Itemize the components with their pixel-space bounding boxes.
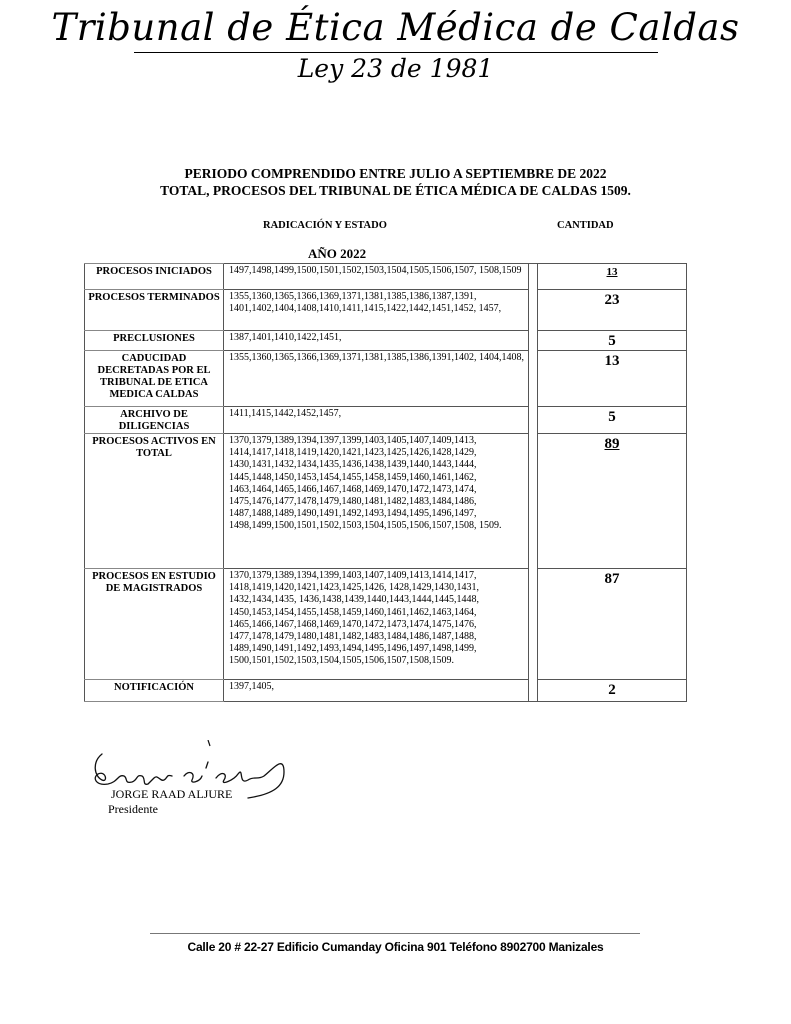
table-row — [85, 569, 687, 680]
row-label: CADUCIDAD DECRETADAS POR EL TRIBUNAL DE ETICA MEDICA CALDAS — [85, 351, 224, 407]
year-label: AÑO 2022 — [308, 246, 367, 261]
signer-name: JORGE RAAD ALJURE — [111, 787, 233, 801]
table-row — [85, 290, 687, 331]
column-header-cantidad: CANTIDAD — [557, 220, 614, 231]
row-label: PROCESOS TERMINADOS — [85, 290, 224, 331]
row-items: 1411,1415,1442,1452,1457, — [224, 407, 529, 434]
table-row — [85, 680, 687, 702]
row-count — [538, 264, 687, 290]
row-label: PRECLUSIONES — [85, 331, 224, 351]
row-label: PROCESOS INICIADOS — [85, 264, 224, 290]
letterhead-law: Ley 23 de 1981 — [297, 54, 494, 83]
table-row — [85, 351, 687, 407]
report-heading — [0, 165, 791, 199]
letterhead-divider — [134, 52, 658, 53]
row-items: 1355,1360,1365,1366,1369,1371,1381,1385,1386,1391,1402, 1404,1408, — [224, 351, 529, 407]
period-line: PERIODO COMPRENDIDO ENTRE JULIO A SEPTIEMBRE DE 2022 — [184, 166, 607, 181]
row-label: PROCESOS EN ESTUDIO DE MAGISTRADOS — [85, 569, 224, 680]
footer-address: Calle 20 # 22-27 Edificio Cumanday Oficina 901 Teléfono 8902700 Manizales — [187, 940, 604, 954]
row-items: 1387,1401,1410,1422,1451, — [224, 331, 529, 351]
row-items: 1397,1405, — [224, 680, 529, 702]
table-row — [85, 264, 687, 290]
row-items: 1497,1498,1499,1500,1501,1502,1503,1504,1505,1506,1507, 1508,1509 — [224, 264, 529, 290]
row-count-value: 89 — [604, 436, 620, 452]
row-count: 23 — [538, 290, 687, 331]
row-count: 87 — [538, 569, 687, 680]
footer-divider — [150, 933, 640, 934]
row-count: 13 — [538, 351, 687, 407]
row-items: 1355,1360,1365,1366,1369,1371,1381,1385,1386,1387,1391, 1401,1402,1404,1408,1410,1411,1415,1422,1442,1451,1452, 1457, — [224, 290, 529, 331]
table-row — [85, 407, 687, 434]
report-table — [84, 263, 687, 702]
row-count-value: 13 — [606, 266, 618, 278]
row-label: NOTIFICACIÓN — [85, 680, 224, 702]
row-count: 2 — [538, 680, 687, 702]
total-line: TOTAL, PROCESOS DEL TRIBUNAL DE ÉTICA MÉDICA DE CALDAS 1509. — [160, 183, 631, 198]
row-items: 1370,1379,1389,1394,1399,1403,1407,1409,1413,1414,1417, 1418,1419,1420,1421,1423,1425,1426, 1428,1429,1430,1431, 1432,1434,1435, 1436,1438,1439,1440,1443,1444,1445,1448, 1450,1453,1454,1455,1458,1459,1460,1461,1462,1463,1464, 1465,1466,1467,1468,1469,1470,1472,1473,1474,1475,1476, 1477,1478,1479,1480,1481,1482,1483,1484,1486,1487,1488, 1489,1490,1491,1492,1493,1494,1495,1496,1497,1498,1499, 1500,1501,1502,1503,1504,1505,1506,1507,1508,1509. — [224, 569, 529, 680]
signer-role: Presidente — [108, 802, 158, 816]
row-label: ARCHIVO DE DILIGENCIAS — [85, 407, 224, 434]
row-items: 1370,1379,1389,1394,1397,1399,1403,1405,1407,1409,1413, 1414,1417,1418,1419,1420,1421,1423,1425,1426,1428,1429, 1430,1431,1432,1434,1435,1436,1438,1439,1440,1443,1444, 1445,1448,1450,1453,1454,1455,1458,1459,1460,1461,1462, 1463,1464,1465,1466,1467,1468,1469,1470,1472,1473,1474, 1475,1476,1477,1478,1479,1480,1481,1482,1483,1484,1486, 1487,1488,1489,1490,1491,1492,1493,1494,1495,1496,1497, 1498,1499,1500,1501,1502,1503,1504,1505,1506,1507,1508, 1509. — [224, 434, 529, 569]
row-count: 5 — [538, 331, 687, 351]
row-count — [538, 434, 687, 569]
row-count: 5 — [538, 407, 687, 434]
column-header-radicacion: RADICACIÓN Y ESTADO — [263, 220, 387, 231]
table-row — [85, 331, 687, 351]
table-row — [85, 434, 687, 569]
row-label: PROCESOS ACTIVOS EN TOTAL — [85, 434, 224, 569]
letterhead-title: Tribunal de Ética Médica de Caldas — [51, 6, 740, 49]
